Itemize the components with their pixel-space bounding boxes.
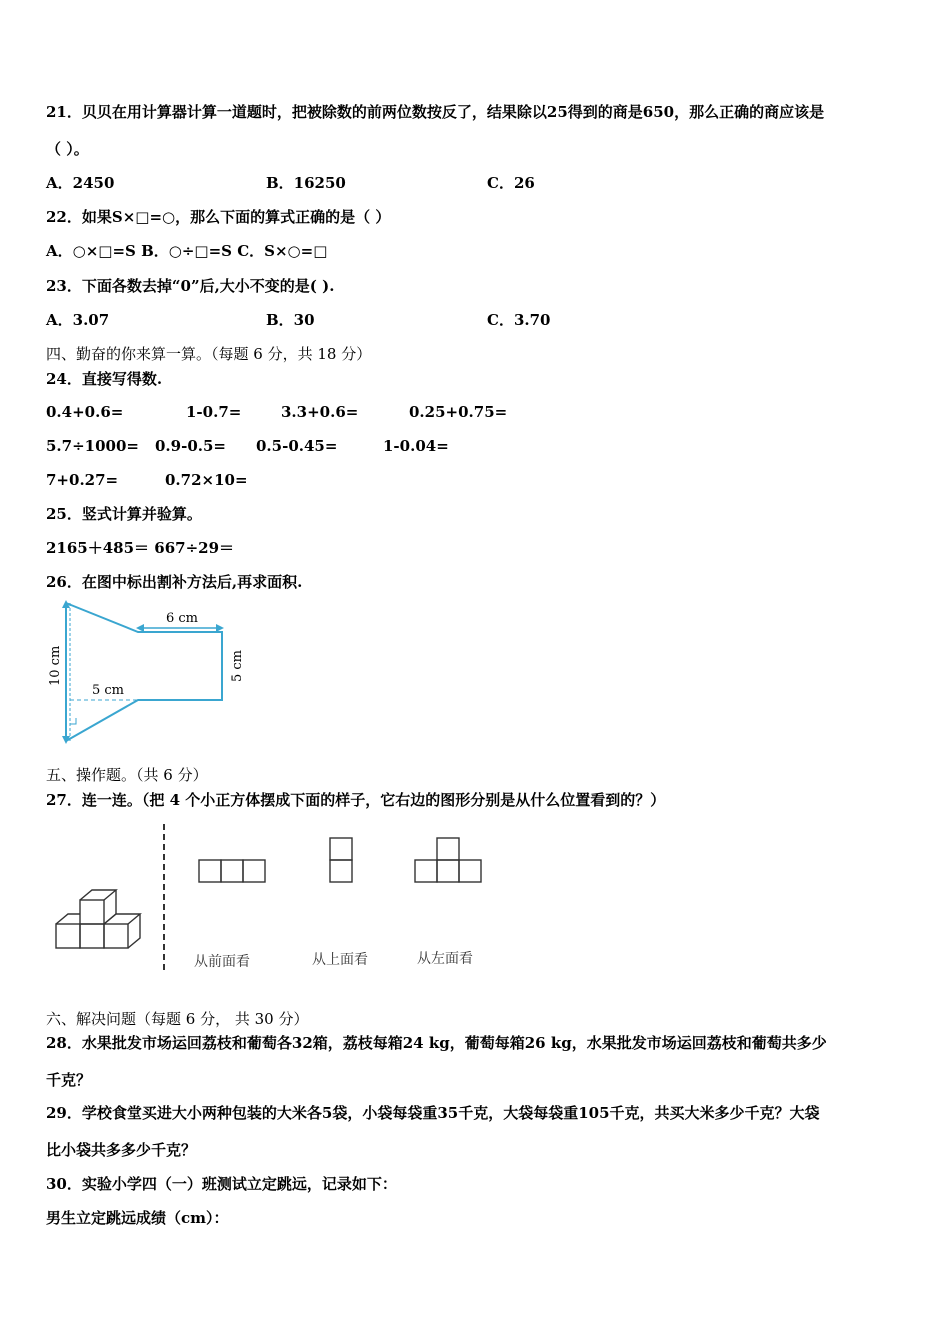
q26-figure [40,598,260,748]
cube-stack-drawing [56,890,140,948]
label-5cm-inner: 5 cm [92,683,125,698]
view-label-front: 从前面看 [194,954,250,970]
q23-text: 23．下面各数去掉“0”后,大小不变的是( ). [46,277,335,295]
q30-sub: 男生立定跳远成绩（cm）： [46,1209,229,1227]
top-view-squares [330,838,352,882]
q23-option-b: B．30 [266,311,315,329]
q23-option-c: C．3.70 [487,311,551,329]
right-angle-marker [70,718,76,724]
q24-calc: 0.72×10= [165,471,248,489]
q24-calc: 0.5-0.45= [256,437,338,455]
label-6cm: 6 cm [166,611,199,626]
q22-text: 22．如果S×□=○，那么下面的算式正确的是（ ） [46,208,391,226]
q29-line2: 比小袋共多多少千克？ [46,1141,197,1159]
section-6-title: 六、解决问题（每题 6 分， 共 30 分） [46,1010,309,1028]
q24-calc: 0.4+0.6= [46,403,124,421]
left-view-squares [415,838,481,882]
q24-calc: 5.7÷1000= [46,437,139,455]
q24-calc: 7+0.27= [46,471,119,489]
q24-calc: 0.25+0.75= [409,403,508,421]
label-10cm: 10 cm [48,645,63,686]
q21-option-a: A．2450 [46,174,115,192]
q21-line2: （ ）。 [46,140,89,158]
q27-text: 27．连一连。（把 4 个小正方体摆成下面的样子，它右边的图形分别是从什么位置看到的？） [46,791,666,809]
q24-text: 24．直接写得数. [46,370,163,388]
q24-calc: 1-0.7= [186,403,242,421]
q25-expressions: 2165＋485＝ 667÷29＝ [46,539,235,557]
q27-figure [46,820,506,980]
q21-option-c: C．26 [487,174,535,192]
section-5-title: 五、操作题。（共 6 分） [46,766,208,784]
q24-calc: 1-0.04= [383,437,449,455]
q22-options: A．○×□=S B．○÷□=S C．S×○=□ [46,242,328,260]
q26-text: 26．在图中标出割补方法后,再求面积. [46,573,303,591]
view-label-left: 从左面看 [417,951,473,967]
q29-line1: 29．学校食堂买进大小两种包装的大米各5袋，小袋每袋重35千克，大袋每袋重105千克，共买大米多少千克？大袋 [46,1104,820,1122]
q24-calc: 3.3+0.6= [281,403,359,421]
q30-text: 30．实验小学四（一）班测试立定跳远，记录如下： [46,1175,397,1193]
front-view-squares [199,860,265,882]
figure-outline [66,603,222,741]
q23-option-a: A．3.07 [46,311,110,329]
label-5cm-right: 5 cm [230,649,245,682]
q28-line1: 28．水果批发市场运回荔枝和葡萄各32箱，荔枝每箱24 kg，葡萄每箱26 kg，水果批发市场运回荔枝和葡萄共多少 [46,1034,827,1052]
q21-option-b: B．16250 [266,174,346,192]
view-label-top: 从上面看 [312,952,368,968]
q25-text: 25．竖式计算并验算。 [46,505,202,523]
arrow-right-icon [216,624,224,632]
q28-line2: 千克？ [46,1071,92,1089]
section-4-title: 四、勤奋的你来算一算。（每题 6 分，共 18 分） [46,345,372,363]
q21-line1: 21．贝贝在用计算器计算一道题时，把被除数的前两位数按反了，结果除以25得到的商是650，那么正确的商应该是 [46,103,825,121]
q24-calc: 0.9-0.5= [155,437,226,455]
